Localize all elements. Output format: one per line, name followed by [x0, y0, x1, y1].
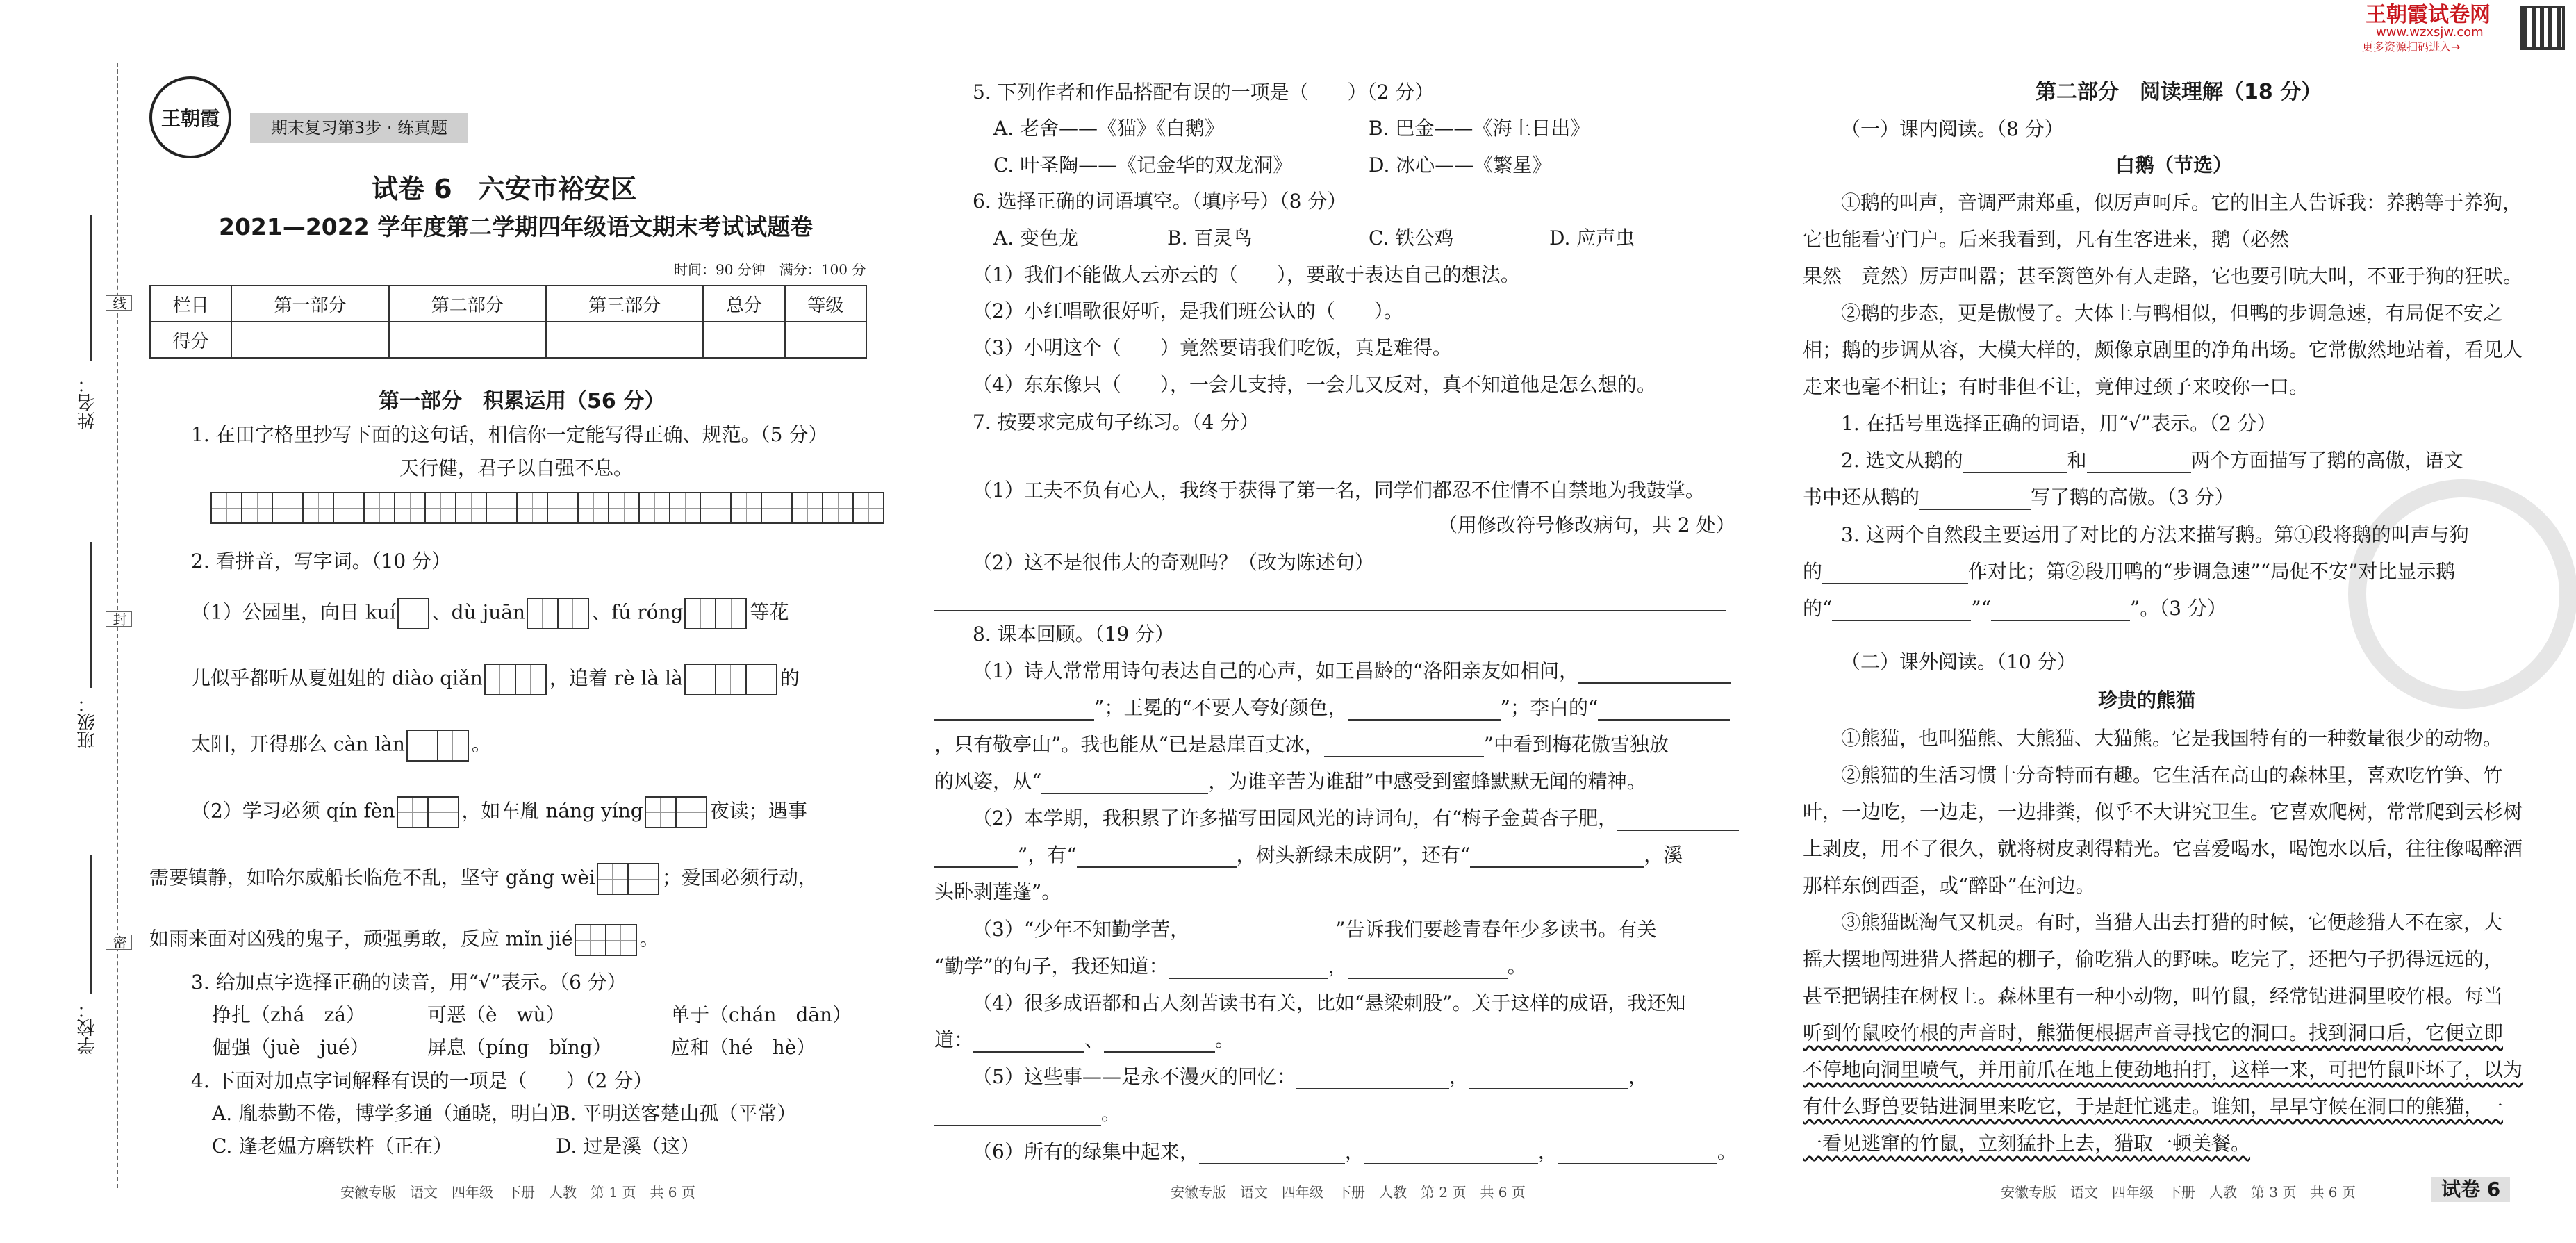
text2-para: ③熊猫既淘气又机灵。有时，当猎人出去打猎的时候，它便趁猎人不在家，大	[1841, 911, 2503, 934]
part2-title: 第二部分 阅读理解（18 分）	[2036, 80, 2322, 104]
q8-line: 。	[934, 1101, 1121, 1126]
q5-option-c[interactable]: C. 叶圣陶——《记金华的双龙洞》	[993, 154, 1293, 176]
series-badge: 期末复习第3步 · 练真题	[250, 113, 468, 143]
answer-grid[interactable]	[576, 924, 637, 956]
q5-option-b[interactable]: B. 巴金——《海上日出》	[1369, 117, 1590, 140]
q3-item[interactable]: 倔强（juè jué）	[212, 1036, 370, 1059]
q8-line: （2）本学期，我积累了许多描写田园风光的诗词句，有“梅子金黄杏子肥，	[973, 806, 1739, 831]
text2-para: 叶，一边吃，一边走，一边排粪，似乎不大讲究卫生。它喜欢爬树，常常爬到云杉树	[1803, 800, 2523, 823]
answer-grid[interactable]	[408, 730, 469, 762]
text2-para: ①熊猫，也叫猫熊、大熊猫、大猫熊。它是我国特有的一种数量很少的动物。	[1841, 727, 2503, 750]
score-cell[interactable]	[546, 322, 703, 358]
q2-line-3: 太阳，开得那么 càn làn 。	[191, 730, 491, 762]
text2-para-underlined: 有什么野兽要钻进洞里来吃它，于是赶忙逃走。谁知，早早守候在洞口的熊猫，一	[1803, 1095, 2504, 1118]
q4-option-b[interactable]: B. 平明送客楚山孤（平常）	[556, 1102, 797, 1125]
section-2-title: （二）课外阅读。（10 分）	[1841, 650, 2077, 673]
qr-code-icon	[2520, 6, 2565, 50]
q6-item[interactable]: （1）我们不能做人云亦云的（ ），要敢于表达自己的想法。	[973, 263, 1520, 286]
name-label: 姓名：	[77, 375, 98, 429]
blank[interactable]	[1199, 1142, 1345, 1164]
blank[interactable]	[2087, 451, 2191, 473]
q2-line-4: （2）学习必须 qín fèn ，如车胤 náng yíng 夜读；遇事	[191, 796, 807, 828]
q2-line-2: 儿似乎都听从夏姐姐的 diào qiǎn ，追着 rè là là 的	[191, 664, 800, 695]
blank[interactable]	[1578, 661, 1731, 684]
q4-text: 4. 下面对加点字词解释有误的一项是（ ）（2 分）	[191, 1069, 653, 1092]
q3-item[interactable]: 屏息（píng bǐng）	[427, 1036, 612, 1059]
q8-line: （4）很多成语都和古人刻苦读书有关，比如“悬梁刺股”。关于这样的成语，我还知	[973, 991, 1686, 1014]
blank[interactable]	[1364, 1142, 1538, 1164]
blank[interactable]	[1324, 735, 1484, 757]
q4-option-d[interactable]: D. 过是溪（这）	[556, 1135, 700, 1158]
blank[interactable]	[1822, 562, 1968, 584]
text2-para-underlined: 不停地向洞里喷气，并用前爪在地上使劲地拍打，这样一来，可把竹鼠吓坏了，以为	[1803, 1058, 2523, 1081]
reading-q3-cont: 的“ ”“ ”。（3 分）	[1803, 597, 2227, 620]
answer-grid[interactable]	[686, 598, 747, 629]
page-footer: 安徽专版 语文 四年级 下册 人教 第 3 页 共 6 页	[2001, 1184, 2356, 1201]
blank[interactable]	[1598, 698, 1730, 721]
section-1-title: （一）课内阅读。（8 分）	[1841, 117, 2064, 140]
brand-url: www.wzxsjw.com	[2376, 25, 2484, 40]
q8-line: （6）所有的绿集中起来， ， ， 。	[973, 1140, 1737, 1163]
q7-requirement: （用修改符号修改病句，共 2 处）	[1438, 513, 1735, 536]
page-2	[896, 0, 1765, 1243]
binding-marker-2: 封	[106, 611, 132, 627]
text2-para: ②熊猫的生活习惯十分奇特而有趣。它生活在高山的森林里，喜欢吃竹笋、竹	[1841, 764, 2503, 787]
answer-grid[interactable]	[598, 863, 659, 895]
q7-sentence-1: （1）工夫不负有心人，我终于获得了第一名，同学们都忍不住情不自禁地为我鼓掌。	[973, 479, 1705, 502]
score-cell[interactable]	[389, 322, 546, 358]
paper-tag: 试卷 6	[2431, 1177, 2510, 1202]
class-underline[interactable]	[90, 542, 92, 688]
q8-line: （3）“少年不知勤学苦， ”告诉我们要趁青春年少多读书。有关	[973, 918, 1657, 941]
blank[interactable]	[1558, 1142, 1717, 1164]
class-label: 班级：	[77, 695, 98, 749]
blank[interactable]	[1296, 1067, 1449, 1089]
blank[interactable]	[934, 698, 1094, 721]
part1-title: 第一部分 积累运用（56 分）	[379, 389, 666, 413]
reading-q3: 3. 这两个自然段主要运用了对比的方法来描写鹅。第①段将鹅的叫声与狗	[1841, 523, 2469, 546]
blank[interactable]	[1832, 599, 1971, 621]
name-underline[interactable]	[90, 215, 92, 361]
watermark-seal	[2348, 479, 2576, 709]
text2-para: 摇大摆地闯进猎人搭起的棚子，偷吃猎人的野味。吃完了，还把勺子扔得远远的，	[1803, 948, 2504, 971]
q8-line: 的风姿，从“ ，为谁辛苦为谁甜”中感受到蜜蜂默默无闻的精神。	[934, 770, 1646, 793]
blank[interactable]	[1919, 488, 2031, 510]
q8-line: （5）这些事——是永不漫灭的回忆： ， ，	[973, 1065, 1648, 1088]
q8-text: 8. 课本回顾。（19 分）	[973, 623, 1175, 645]
text1-para: 它也能看守门户。后来我看到，凡有生客进来，鹅（必然	[1803, 228, 2290, 251]
logo-text: 王朝霞	[160, 107, 220, 130]
answer-grid[interactable]	[686, 664, 777, 695]
score-header: 第二部分	[389, 286, 546, 322]
blank[interactable]	[1470, 846, 1644, 868]
q8-line: 道： 、 。	[934, 1028, 1235, 1051]
score-row-label: 得分	[150, 322, 231, 358]
q7-sentence-2: （2）这不是很伟大的奇观吗？（改为陈述句）	[973, 551, 1374, 574]
text1-para: ①鹅的叫声，音调严肃郑重，似厉声呵斥。它的旧主人告诉我：养鹅等于养狗，	[1841, 191, 2523, 214]
q8-line: （1）诗人常常用诗句表达自己的心声，如王昌龄的“洛阳亲友如相问，	[973, 659, 1731, 684]
reading-q3-cont: 的 作对比；第②段用鸭的“步调急速”“局促不安”对比显示鹅	[1803, 560, 2456, 583]
q8-line: ”，有“ ，树头新绿未成阴”，还有“ ，溪	[934, 843, 1683, 868]
q5-option-d[interactable]: D. 冰心——《繁星》	[1369, 154, 1552, 176]
q8-line: 头卧剥莲蓬”。	[934, 880, 1062, 903]
q3-text: 3. 给加点字选择正确的读音，用“√”表示。（6 分）	[191, 971, 627, 994]
paper-subtitle: 2021—2022 学年度第二学期四年级语文期末考试试题卷	[219, 213, 814, 240]
brand-site: 王朝霞试卷网	[2366, 3, 2491, 27]
reading-q2-cont: 书中还从鹅的 写了鹅的高傲。（3 分）	[1803, 486, 2234, 509]
brand-slogan: 更多资源扫码进入→	[2362, 40, 2461, 53]
score-header: 栏目	[150, 286, 231, 322]
blank[interactable]	[1617, 809, 1739, 831]
school-underline[interactable]	[90, 855, 92, 994]
answer-grid[interactable]	[399, 598, 429, 629]
blank[interactable]	[934, 846, 1018, 868]
binding-marker-1: 线	[106, 295, 132, 311]
score-header: 等级	[785, 286, 866, 322]
text1-para: 走来也毫不相让；有时非但不让，竟伸过颈子来咬你一口。	[1803, 375, 2309, 398]
q7-text: 7. 按要求完成句子练习。（4 分）	[973, 411, 1260, 434]
q8-line: “勤学”的句子，我还知道： ， 。	[934, 955, 1527, 978]
blank[interactable]	[1991, 599, 2130, 621]
q5-text: 5. 下列作者和作品搭配有误的一项是（ ）（2 分）	[973, 81, 1435, 104]
score-cell[interactable]	[231, 322, 388, 358]
q6-item[interactable]: （4）东东像只（ ），一会儿支持，一会儿又反对，真不知道他是怎么想的。	[973, 373, 1656, 396]
q2-line-1: （1）公园里，向日 kuí 、dù juān 、fú róng 等花	[191, 598, 789, 629]
q7-answer-line[interactable]	[934, 589, 1726, 611]
answer-grid[interactable]	[398, 796, 459, 828]
paper-title: 试卷 6 六安市裕安区	[372, 174, 637, 204]
score-cell[interactable]	[703, 322, 784, 358]
page-footer: 安徽专版 语文 四年级 下册 人教 第 1 页 共 6 页	[340, 1184, 695, 1201]
text2-para: 甚至把锅挂在树杈上。森林里有一种小动物，叫竹鼠，经常钻进洞里咬竹根。每当	[1803, 985, 2504, 1007]
score-header: 第三部分	[546, 286, 703, 322]
q8-line: ”；王冕的“不要人夸好颜色， ”；李白的“	[934, 695, 1730, 721]
q3-item[interactable]: 可恶（è wù）	[427, 1003, 565, 1026]
page-1	[0, 0, 896, 1243]
page-3	[1765, 0, 2576, 1243]
q1-quote: 天行健，君子以自强不息。	[399, 456, 634, 479]
score-table	[149, 285, 867, 359]
text1-title: 白鹅（节选）	[2115, 154, 2233, 176]
q6-text: 6. 选择正确的词语填空。（填序号）（8 分）	[973, 190, 1347, 213]
blank[interactable]	[1077, 846, 1237, 868]
q2-text: 2. 看拼音，写字词。（10 分）	[191, 550, 452, 573]
blank[interactable]	[1348, 698, 1501, 721]
q2-line-5: 需要镇静，如哈尔威船长临危不乱，坚守 gǎng wèi ；爱国必须行动，	[149, 863, 818, 895]
blank[interactable]	[1469, 1067, 1628, 1089]
text1-para: ②鹅的步态，更是傲慢了。大体上与鸭相似，但鸭的步调急速，有局促不安之	[1841, 302, 2503, 324]
blank[interactable]	[1963, 451, 2067, 473]
q4-option-c[interactable]: C. 逢老媪方磨铁杵（正在）	[212, 1135, 453, 1158]
q1-text: 1. 在田字格里抄写下面的这句话，相信你一定能写得正确、规范。（5 分）	[191, 423, 828, 446]
answer-grid[interactable]	[646, 796, 707, 828]
q3-item[interactable]: 应和（hé hè）	[670, 1036, 816, 1059]
blank[interactable]	[1104, 1030, 1215, 1053]
score-header: 第一部分	[231, 286, 388, 322]
blank[interactable]	[973, 1030, 1084, 1053]
q6-item[interactable]: （2）小红唱歌很好听，是我们班公认的（ ）。	[973, 299, 1403, 322]
school-label: 学校：	[77, 1001, 98, 1055]
blank[interactable]	[934, 1104, 1101, 1126]
time-info: 时间：90 分钟 满分：100 分	[674, 261, 866, 278]
blank[interactable]	[1169, 957, 1328, 979]
text1-para: 果然 竟然）厉声叫嚣；甚至篱笆外有人走路，它也要引吭大叫，不亚于狗的狂吠。	[1803, 265, 2523, 288]
q6-option: B. 百灵鸟	[1167, 227, 1253, 249]
q3-item[interactable]: 挣扎（zhá zá）	[212, 1003, 365, 1026]
q5-option-a[interactable]: A. 老舍——《猫》《白鹅》	[993, 117, 1225, 140]
q3-item[interactable]: 单于（chán dān）	[670, 1003, 852, 1026]
reading-q2: 2. 选文从鹅的 和 两个方面描写了鹅的高傲，语文	[1841, 449, 2463, 472]
page-footer: 安徽专版 语文 四年级 下册 人教 第 2 页 共 6 页	[1171, 1184, 1526, 1201]
answer-grid[interactable]	[486, 664, 547, 695]
text2-para-underlined: 一看见逃窜的竹鼠，立刻猛扑上去，猎取一顿美餐。	[1803, 1132, 2251, 1155]
q8-line: ，只有敬亭山”。我也能从“已是悬崖百丈冰， ”中看到梅花傲雪独放	[934, 733, 1669, 756]
q2-line-6: 如雨来面对凶残的鬼子，顽强勇敢，反应 mǐn jié 。	[149, 924, 659, 956]
q6-option: D. 应声虫	[1549, 227, 1635, 249]
reading-q1: 1. 在括号里选择正确的词语，用“√”表示。（2 分）	[1841, 412, 2277, 435]
blank[interactable]	[1348, 957, 1508, 979]
q1-writing-grid[interactable]	[212, 492, 884, 524]
q6-option: A. 变色龙	[993, 227, 1079, 249]
text1-para: 相；鹅的步调从容，大模大样的，颇像京剧里的净角出场。它常傲然地站着，看见人	[1803, 338, 2523, 361]
blank[interactable]	[1041, 772, 1208, 794]
answer-grid[interactable]	[528, 598, 589, 629]
text2-para-underlined: 听到竹鼠咬竹根的声音时，熊猫便根据声音寻找它的洞口。找到洞口后，它便立即	[1803, 1021, 2504, 1044]
q6-item[interactable]: （3）小明这个（ ）竟然要请我们吃饭，真是难得。	[973, 336, 1452, 359]
text2-para: 上剥皮，用不了很久，就将树皮剥得精光。它喜爱喝水，喝饱水以后，往往像喝醉酒	[1803, 837, 2523, 860]
q4-option-a[interactable]: A. 胤恭勤不倦，博学多通（通晓，明白）	[212, 1102, 570, 1125]
text2-para: 那样东倒西歪，或“醉卧”在河边。	[1803, 874, 2095, 897]
q6-option: C. 铁公鸡	[1369, 227, 1454, 249]
binding-marker-3: 密	[106, 935, 132, 950]
text2-title: 珍贵的熊猫	[2098, 689, 2196, 711]
score-header: 总分	[703, 286, 784, 322]
score-cell[interactable]	[785, 322, 866, 358]
logo	[149, 76, 231, 158]
